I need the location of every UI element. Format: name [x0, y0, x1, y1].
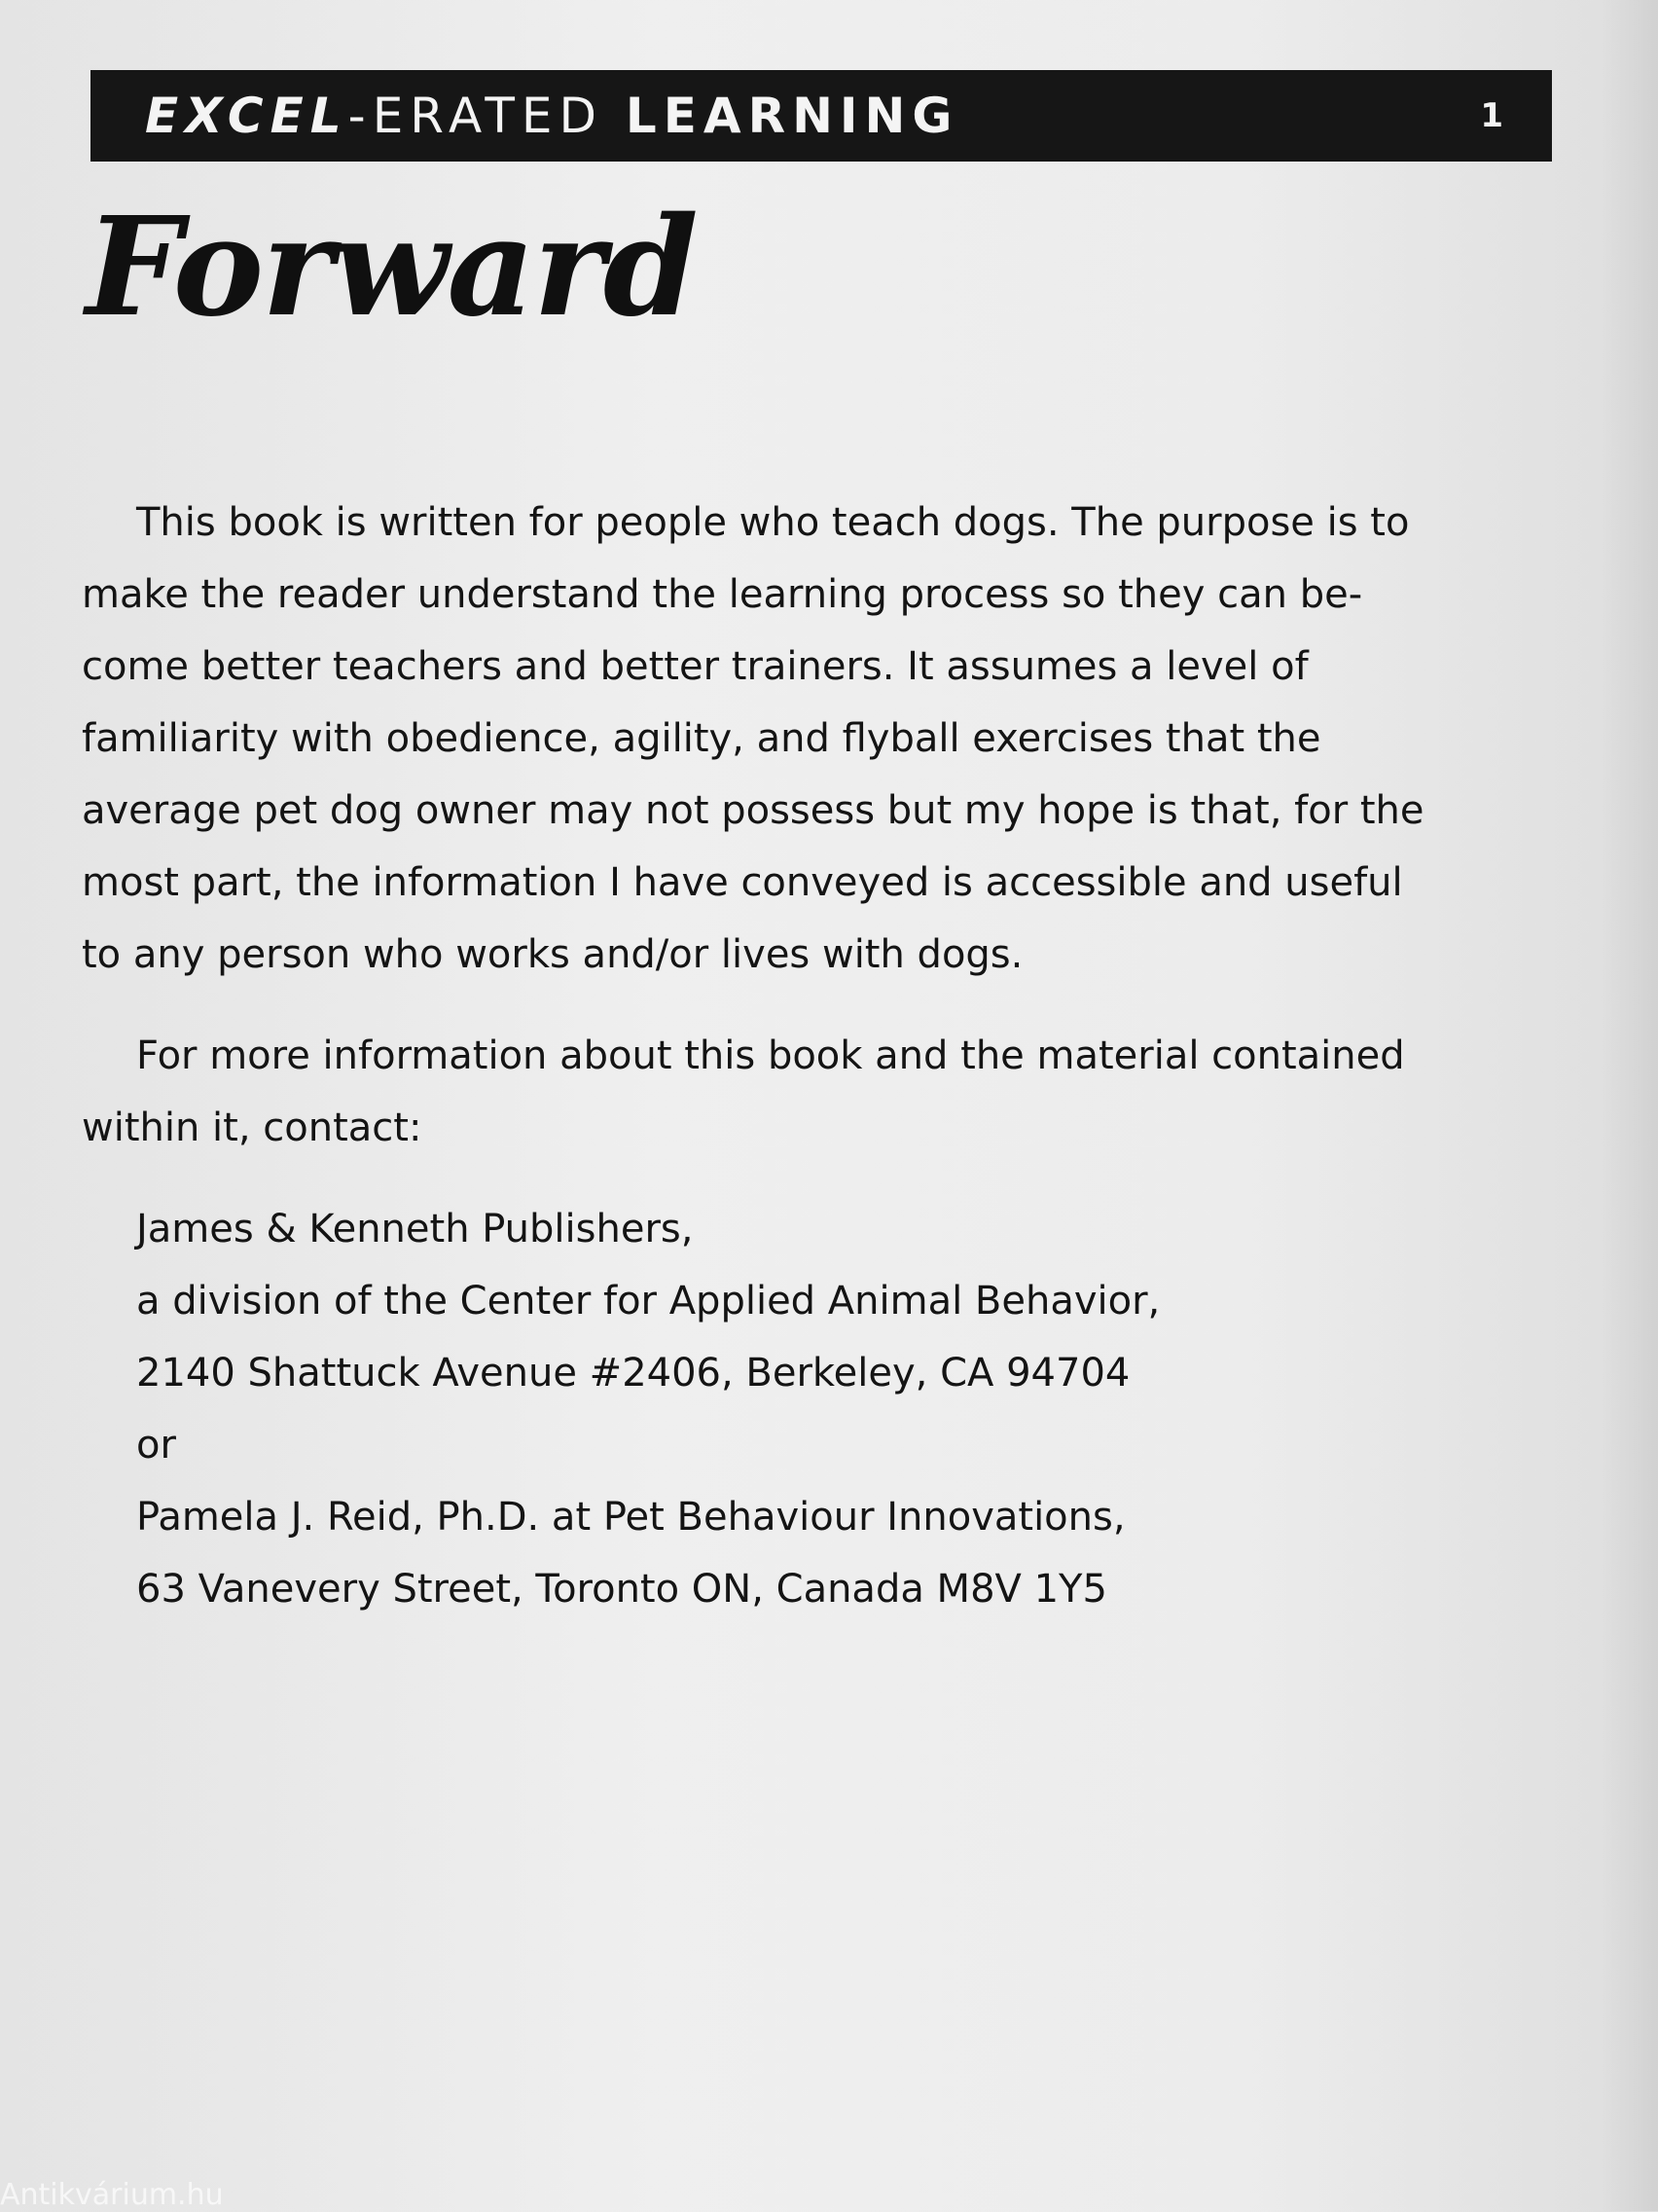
- contact-line: 63 Vanevery Street, Toronto ON, Canada M8V 1Y5: [136, 1567, 1107, 1612]
- page-number: 1: [1480, 96, 1503, 135]
- paragraph-purpose: [82, 487, 1541, 991]
- chapter-title: Forward: [86, 188, 697, 347]
- text-line: average pet dog owner may not possess but my hope is that, for the: [82, 788, 1424, 833]
- running-head-excel: EXCEL: [145, 88, 348, 144]
- running-head-hyphen: -: [347, 88, 373, 144]
- text-line: This book is written for people who teach dogs. The purpose is to: [136, 500, 1410, 545]
- contact-line: James & Kenneth Publishers,: [136, 1207, 694, 1251]
- running-head-erated: ERATED: [372, 88, 603, 144]
- paragraph-contact-intro: [82, 1020, 1541, 1164]
- text-line: come better teachers and better trainers. It assumes a level of: [82, 644, 1309, 689]
- contact-address-block: [82, 1193, 1541, 1625]
- contact-line: or: [136, 1423, 176, 1468]
- text-line: within it, contact:: [82, 1106, 422, 1150]
- watermark: Antikvárium.hu: [0, 2178, 224, 2212]
- running-head-title: [145, 88, 958, 144]
- text-line: most part, the information I have conveyed is accessible and useful: [82, 860, 1403, 905]
- body-text: [82, 487, 1541, 1625]
- contact-line: Pamela J. Reid, Ph.D. at Pet Behaviour Innovations,: [136, 1495, 1126, 1540]
- page-edge-shadow: [1600, 0, 1658, 2211]
- running-head-learning: LEARNING: [625, 88, 959, 144]
- contact-line: 2140 Shattuck Avenue #2406, Berkeley, CA 94704: [136, 1351, 1131, 1396]
- text-line: make the reader understand the learning process so they can be-: [82, 572, 1363, 617]
- text-line: familiarity with obedience, agility, and flyball exercises that the: [82, 716, 1321, 761]
- text-line: to any person who works and/or lives with dogs.: [82, 932, 1024, 977]
- running-header: [90, 70, 1552, 162]
- text-line: For more information about this book and the material contained: [136, 1033, 1405, 1078]
- contact-line: a division of the Center for Applied Animal Behavior,: [136, 1279, 1161, 1324]
